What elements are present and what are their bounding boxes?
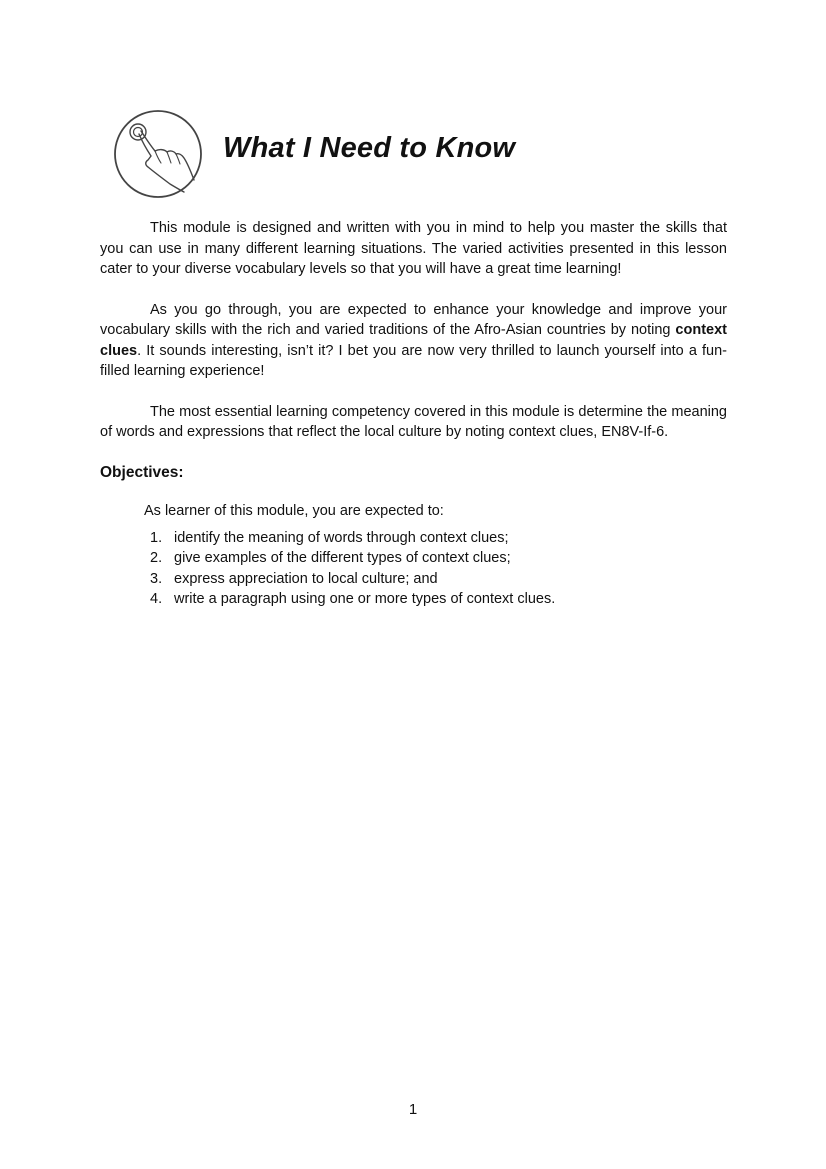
intro-paragraph: This module is designed and written with you in mind to help you master the skills that you can use in many different learning situations. The varied activities presented in this lesson cater to your diverse vocabulary levels so that you will have a great time learning!: [100, 220, 727, 277]
context-clues-emphasis: context clues: [100, 322, 727, 359]
context-paragraph-text-end: . It sounds interesting, isn’t it? I bet you are now very thrilled to launch yourself into a fun-filled learning experience!: [100, 342, 727, 379]
section-header: [112, 110, 632, 198]
objective-item: [150, 528, 727, 549]
context-paragraph-text-start: As you go through, you are expected to enhance your knowledge and improve your vocabulary skills with the rich and varied traditions of the Afro-Asian countries by noting: [100, 301, 727, 338]
objective-text: express appreciation to local culture; and: [174, 570, 438, 587]
objectives-intro: As learner of this module, you are expected to:: [144, 503, 444, 519]
page-title: What I Need to Know: [223, 132, 516, 164]
competency-paragraph: The most essential learning competency covered in this module is determine the meaning of words and expressions that reflect the local culture by noting context clues, EN8V-If-6.: [100, 403, 727, 440]
objective-number: 1.: [150, 529, 163, 546]
main-content: [100, 218, 727, 610]
objective-text: identify the meaning of words through context clues;: [174, 529, 509, 546]
objective-item: [150, 569, 727, 590]
objective-text: give examples of the different types of context clues;: [174, 550, 511, 566]
objective-number: 2.: [150, 550, 163, 566]
objective-number: 3.: [150, 570, 163, 587]
objective-text: write a paragraph using one or more types of context clues.: [174, 591, 556, 607]
objectives-list: [100, 528, 727, 610]
objectives-heading: Objectives:: [100, 463, 184, 481]
objective-number: 4.: [150, 591, 163, 607]
finger-pressing-button-icon: [112, 110, 204, 198]
objective-item: [150, 548, 727, 569]
objective-item: [150, 589, 727, 610]
page-number: 1: [408, 1101, 418, 1118]
context-paragraph: [100, 300, 727, 382]
